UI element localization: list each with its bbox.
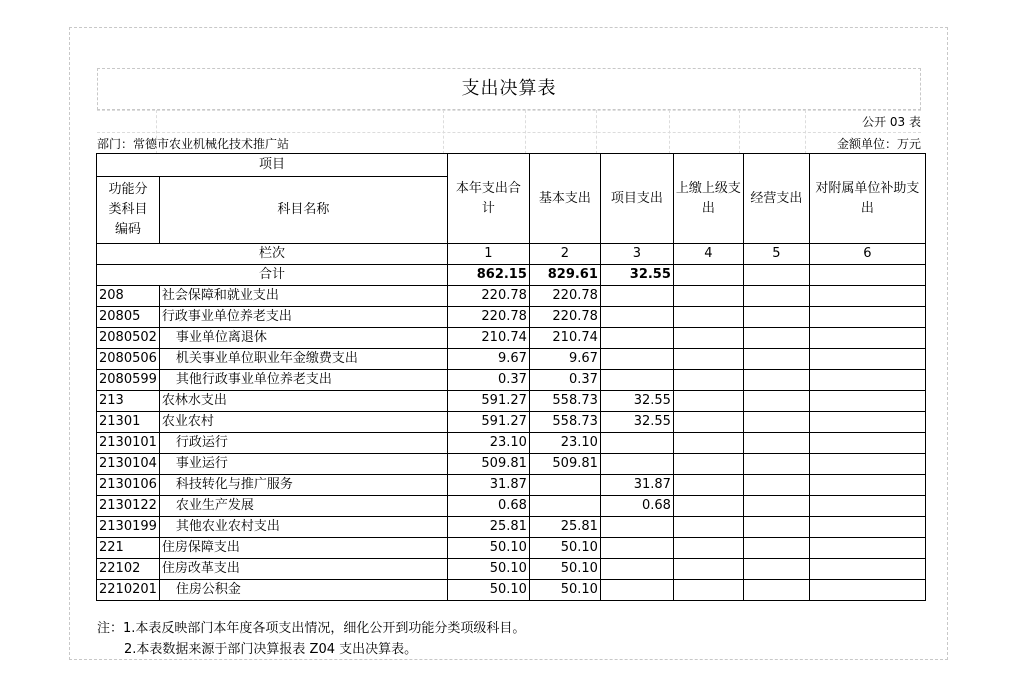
- row-project: [600, 538, 673, 559]
- column-index: 4: [673, 244, 743, 265]
- header-subsidy: 对附属单位补助支出: [809, 154, 925, 244]
- table-row: [97, 580, 926, 601]
- row-basic: 210.74: [529, 328, 600, 349]
- table-row: [97, 454, 926, 475]
- row-subsidy: [809, 307, 925, 328]
- note-2: 2.本表数据来源于部门决算报表 Z04 支出决算表。: [124, 642, 418, 657]
- row-subject-name: 农业农村: [159, 412, 447, 433]
- row-business: [743, 538, 809, 559]
- grid-guide: [97, 110, 921, 111]
- table-row: [97, 559, 926, 580]
- row-basic: 558.73: [529, 391, 600, 412]
- row-subsidy: [809, 433, 925, 454]
- row-subject-name: 事业单位离退休: [159, 328, 447, 349]
- row-subsidy: [809, 370, 925, 391]
- row-code: 2210201: [97, 580, 160, 601]
- table-row: [97, 328, 926, 349]
- row-code: 2080599: [97, 370, 160, 391]
- grid-guide: [805, 110, 806, 154]
- row-code: 2080502: [97, 328, 160, 349]
- row-basic: 9.67: [529, 349, 600, 370]
- row-subject-name: 其他农业农村支出: [159, 517, 447, 538]
- row-basic: 0.37: [529, 370, 600, 391]
- grid-guide: [739, 110, 740, 154]
- row-upper: [673, 328, 743, 349]
- row-business: [743, 328, 809, 349]
- table-row: [97, 370, 926, 391]
- row-business: [743, 307, 809, 328]
- row-upper: [673, 454, 743, 475]
- table-row: [97, 496, 926, 517]
- row-subject-name: 住房改革支出: [159, 559, 447, 580]
- row-subsidy: [809, 496, 925, 517]
- sum-upper: [673, 265, 743, 286]
- grid-guide: [97, 132, 921, 133]
- row-basic: 220.78: [529, 307, 600, 328]
- row-upper: [673, 349, 743, 370]
- row-total: 9.67: [447, 349, 529, 370]
- row-total: 25.81: [447, 517, 529, 538]
- row-code: 20805: [97, 307, 160, 328]
- row-subsidy: [809, 580, 925, 601]
- row-code: 2130199: [97, 517, 160, 538]
- row-subsidy: [809, 517, 925, 538]
- table-row: [97, 307, 926, 328]
- row-upper: [673, 370, 743, 391]
- grid-guide: [669, 110, 670, 154]
- table-row: [97, 349, 926, 370]
- column-index: 2: [529, 244, 600, 265]
- row-total: 591.27: [447, 412, 529, 433]
- column-index-label: 栏次: [97, 244, 448, 265]
- row-code: 213: [97, 391, 160, 412]
- row-upper: [673, 517, 743, 538]
- grid-guide: [596, 110, 597, 154]
- row-upper: [673, 391, 743, 412]
- row-total: 50.10: [447, 559, 529, 580]
- row-subject-name: 其他行政事业单位养老支出: [159, 370, 447, 391]
- row-upper: [673, 559, 743, 580]
- row-total: 220.78: [447, 286, 529, 307]
- row-project: 32.55: [600, 412, 673, 433]
- row-upper: [673, 433, 743, 454]
- row-total: 210.74: [447, 328, 529, 349]
- row-subsidy: [809, 475, 925, 496]
- row-total: 591.27: [447, 391, 529, 412]
- row-project: 32.55: [600, 391, 673, 412]
- department-label: 部门：常德市农业机械化技术推广站: [97, 137, 290, 151]
- expenditure-table: [96, 153, 926, 601]
- row-subject-name: 住房保障支出: [159, 538, 447, 559]
- table-row: [97, 433, 926, 454]
- row-subsidy: [809, 349, 925, 370]
- row-upper: [673, 496, 743, 517]
- row-code: 208: [97, 286, 160, 307]
- row-code: 22102: [97, 559, 160, 580]
- row-business: [743, 412, 809, 433]
- column-index: 3: [600, 244, 673, 265]
- header-basic: 基本支出: [529, 154, 600, 244]
- row-project: [600, 349, 673, 370]
- row-project: [600, 370, 673, 391]
- row-business: [743, 454, 809, 475]
- row-upper: [673, 475, 743, 496]
- row-project: [600, 454, 673, 475]
- column-index: 6: [809, 244, 925, 265]
- table-row: [97, 391, 926, 412]
- header-upper: 上缴上级支出: [673, 154, 743, 244]
- row-subsidy: [809, 559, 925, 580]
- row-business: [743, 517, 809, 538]
- row-basic: 50.10: [529, 538, 600, 559]
- row-project: 31.87: [600, 475, 673, 496]
- row-subject-name: 农林水支出: [159, 391, 447, 412]
- grid-guide: [525, 110, 526, 154]
- row-total: 31.87: [447, 475, 529, 496]
- sum-label: 合计: [97, 265, 448, 286]
- row-basic: [529, 475, 600, 496]
- row-subject-name: 住房公积金: [159, 580, 447, 601]
- table-code: 公开 03 表: [862, 115, 921, 129]
- row-basic: 25.81: [529, 517, 600, 538]
- sum-project: 32.55: [600, 265, 673, 286]
- note-1: 注：1.本表反映部门本年度各项支出情况，细化公开到功能分类项级科目。: [97, 621, 526, 636]
- header-item: 项目: [97, 154, 448, 177]
- row-total: 50.10: [447, 580, 529, 601]
- row-basic: 50.10: [529, 580, 600, 601]
- row-basic: 220.78: [529, 286, 600, 307]
- header-project: 项目支出: [600, 154, 673, 244]
- row-upper: [673, 286, 743, 307]
- row-subject-name: 社会保障和就业支出: [159, 286, 447, 307]
- row-basic: 509.81: [529, 454, 600, 475]
- row-business: [743, 433, 809, 454]
- row-code: 2130101: [97, 433, 160, 454]
- row-subject-name: 机关事业单位职业年金缴费支出: [159, 349, 447, 370]
- sum-basic: 829.61: [529, 265, 600, 286]
- row-upper: [673, 538, 743, 559]
- table-row: [97, 412, 926, 433]
- row-business: [743, 475, 809, 496]
- row-total: 509.81: [447, 454, 529, 475]
- row-project: [600, 517, 673, 538]
- row-upper: [673, 307, 743, 328]
- row-business: [743, 286, 809, 307]
- row-basic: 23.10: [529, 433, 600, 454]
- header-subject-name: 科目名称: [159, 177, 447, 244]
- row-total: 0.68: [447, 496, 529, 517]
- row-project: [600, 580, 673, 601]
- row-business: [743, 580, 809, 601]
- page-title: 支出决算表: [97, 68, 921, 110]
- row-subject-name: 科技转化与推广服务: [159, 475, 447, 496]
- row-code: 2130106: [97, 475, 160, 496]
- row-project: [600, 307, 673, 328]
- sum-business: [743, 265, 809, 286]
- sum-total: 862.15: [447, 265, 529, 286]
- header-func-code: 功能分类科目编码: [97, 177, 160, 244]
- row-subsidy: [809, 328, 925, 349]
- row-subject-name: 事业运行: [159, 454, 447, 475]
- row-subject-name: 行政运行: [159, 433, 447, 454]
- row-subsidy: [809, 286, 925, 307]
- row-business: [743, 496, 809, 517]
- row-code: 2080506: [97, 349, 160, 370]
- row-code: 2130122: [97, 496, 160, 517]
- table-row: [97, 538, 926, 559]
- row-subsidy: [809, 391, 925, 412]
- table-row: [97, 517, 926, 538]
- row-business: [743, 391, 809, 412]
- row-project: [600, 328, 673, 349]
- row-subsidy: [809, 538, 925, 559]
- row-total: 220.78: [447, 307, 529, 328]
- row-project: [600, 433, 673, 454]
- table-row: [97, 286, 926, 307]
- row-basic: 558.73: [529, 412, 600, 433]
- row-subsidy: [809, 454, 925, 475]
- row-business: [743, 559, 809, 580]
- row-upper: [673, 412, 743, 433]
- row-total: 23.10: [447, 433, 529, 454]
- header-total: 本年支出合计: [447, 154, 529, 244]
- header-business: 经营支出: [743, 154, 809, 244]
- row-business: [743, 370, 809, 391]
- row-total: 0.37: [447, 370, 529, 391]
- row-total: 50.10: [447, 538, 529, 559]
- row-subsidy: [809, 412, 925, 433]
- row-business: [743, 349, 809, 370]
- notes: [97, 618, 525, 660]
- row-basic: 50.10: [529, 559, 600, 580]
- row-basic: [529, 496, 600, 517]
- unit-label: 金额单位：万元: [836, 137, 921, 151]
- grid-guide: [443, 110, 444, 154]
- row-project: [600, 559, 673, 580]
- table-row: [97, 475, 926, 496]
- row-upper: [673, 580, 743, 601]
- column-index: 1: [447, 244, 529, 265]
- row-subject-name: 行政事业单位养老支出: [159, 307, 447, 328]
- row-code: 221: [97, 538, 160, 559]
- column-index: 5: [743, 244, 809, 265]
- row-project: [600, 286, 673, 307]
- row-project: 0.68: [600, 496, 673, 517]
- row-code: 2130104: [97, 454, 160, 475]
- sum-subsidy: [809, 265, 925, 286]
- row-subject-name: 农业生产发展: [159, 496, 447, 517]
- row-code: 21301: [97, 412, 160, 433]
